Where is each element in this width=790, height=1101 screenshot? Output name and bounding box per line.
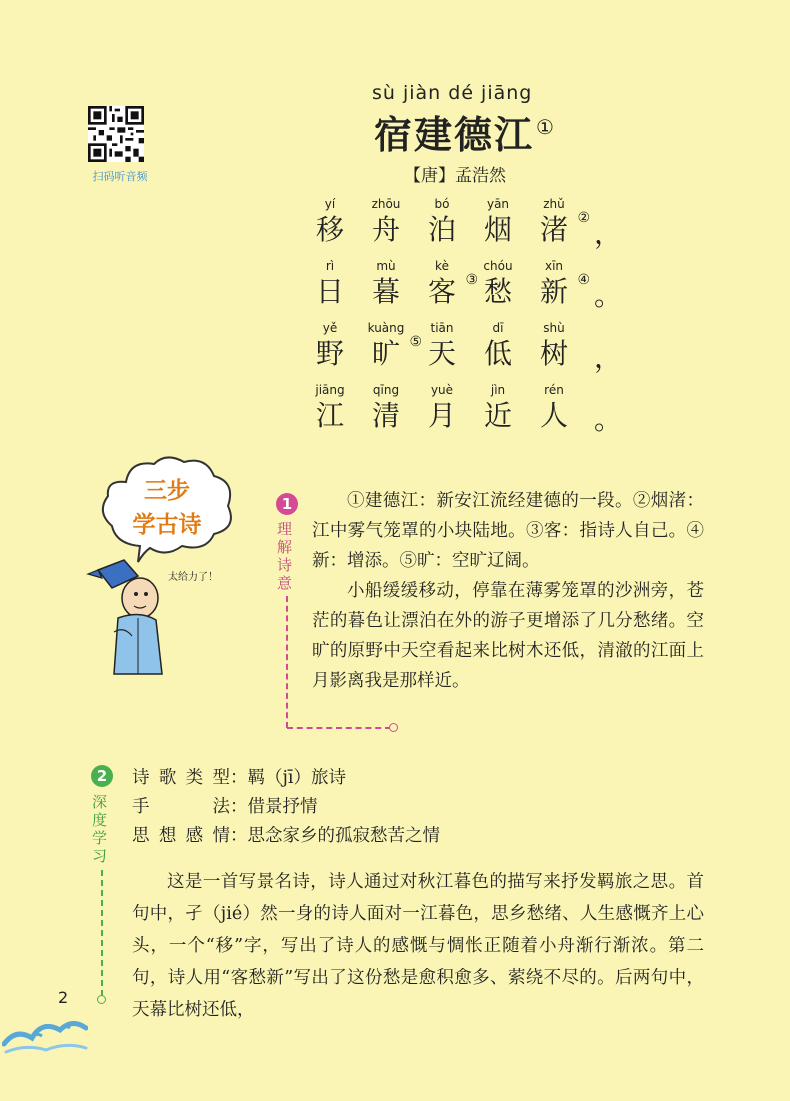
char-pinyin: qīng bbox=[372, 383, 400, 397]
poem-char bbox=[422, 196, 462, 248]
poem-char bbox=[366, 258, 406, 310]
wave-ornament-icon bbox=[2, 1010, 88, 1056]
qr-code-icon[interactable] bbox=[88, 106, 144, 162]
poem-char bbox=[366, 320, 422, 372]
char-pinyin: yān bbox=[486, 197, 510, 211]
poem-author: 【唐】孟浩然 bbox=[404, 166, 506, 186]
char-text: 暮 bbox=[371, 275, 400, 308]
info-row-type: 诗歌类型：羁（jī）旅诗 bbox=[132, 764, 440, 793]
char-text: 客 bbox=[427, 275, 456, 308]
char-text: 树 bbox=[539, 337, 568, 370]
info-key: 思想感情 bbox=[132, 826, 230, 846]
page-number: 2 bbox=[58, 988, 69, 1007]
poem-char bbox=[366, 382, 406, 434]
info-value: 羁（jī）旅诗 bbox=[247, 768, 347, 788]
note-marker: ② bbox=[577, 210, 590, 226]
cloud-line-1: 三步 bbox=[144, 478, 190, 504]
poem-punctuation: 。 bbox=[594, 279, 623, 312]
analysis-paragraph: 这是一首写景名诗，诗人通过对秋江暮色的描写来抒发羁旅之思。首句中，孑（jié）然一身的诗人面对一江暮色，思乡愁绪、人生感慨齐上心头，一个“移”字，写出了诗人的感慨与惆怅正随着小舟渐行渐浓。第二句，诗人用“客愁新”写出了这份愁是愈积愈多、萦绕不尽的。后两句中，天幕比树还低， bbox=[132, 872, 704, 1020]
char-pinyin: zhǔ bbox=[543, 197, 565, 211]
info-key: 手法 bbox=[132, 797, 230, 817]
poem-char bbox=[310, 196, 350, 248]
poem-char bbox=[310, 320, 350, 372]
poem-info bbox=[132, 764, 440, 851]
section-1-content bbox=[312, 486, 704, 696]
char-text: 烟 bbox=[483, 213, 512, 246]
section-1-divider-horizontal bbox=[287, 727, 391, 729]
poem-translation: 小船缓缓移动，停靠在薄雾笼罩的沙洲旁，苍茫的暮色让漂泊在外的游子更增添了几分愁绪。空旷的原野中天空看起来比树木还低，清澈的江面上月影离我是那样近。 bbox=[312, 581, 704, 691]
char-pinyin: kè bbox=[435, 259, 449, 273]
poem-char bbox=[478, 320, 518, 372]
char-text: 月 bbox=[427, 399, 456, 432]
section-2-end-dot bbox=[97, 995, 106, 1004]
info-value: 借景抒情 bbox=[247, 797, 318, 817]
char-pinyin: rì bbox=[325, 259, 335, 273]
title-pinyin: sù jiàn dé jiāng bbox=[372, 82, 533, 104]
char-pinyin: bó bbox=[434, 197, 450, 211]
char-text: 日 bbox=[315, 275, 344, 308]
char-pinyin: rén bbox=[544, 383, 564, 397]
char-pinyin: shù bbox=[543, 321, 565, 335]
char-text: 野 bbox=[315, 337, 344, 370]
char-pinyin: dī bbox=[492, 321, 504, 335]
char-text: 人 bbox=[539, 399, 568, 432]
poem-punctuation: ， bbox=[594, 217, 623, 250]
poem-char bbox=[422, 320, 462, 372]
char-pinyin: kuàng bbox=[367, 321, 405, 335]
char-pinyin: xīn bbox=[544, 259, 564, 273]
poem-title bbox=[374, 104, 556, 159]
title-note-marker: ① bbox=[536, 115, 556, 139]
poem-punctuation: ， bbox=[594, 341, 623, 374]
poem-char bbox=[310, 382, 350, 434]
section-1-label: 理解诗意 bbox=[277, 520, 293, 592]
word-notes: ①建德江：新安江流经建德的一段。②烟渚：江中雾气笼罩的小块陆地。③客：指诗人自己。④新：增添。⑤旷：空旷辽阔。 bbox=[312, 491, 704, 571]
section-1-divider bbox=[286, 596, 289, 728]
scholar-character-icon bbox=[84, 548, 174, 678]
info-value: 思念家乡的孤寂愁苦之情 bbox=[247, 826, 440, 846]
cloud-text bbox=[122, 474, 212, 542]
section-2-label: 深度学习 bbox=[92, 793, 108, 865]
poem-char bbox=[478, 258, 518, 310]
char-pinyin: yí bbox=[324, 197, 336, 211]
char-text: 愁 bbox=[483, 275, 512, 308]
section-2-divider bbox=[101, 870, 104, 996]
char-pinyin: tiān bbox=[430, 321, 454, 335]
info-row-technique: 手法：借景抒情 bbox=[132, 793, 440, 822]
info-key: 诗歌类型 bbox=[132, 768, 230, 788]
char-text: 旷 bbox=[371, 337, 400, 370]
char-pinyin: yuè bbox=[430, 383, 454, 397]
section-2-number: 2 bbox=[91, 765, 113, 787]
poem-char bbox=[422, 382, 462, 434]
char-text: 清 bbox=[371, 399, 400, 432]
poem-char bbox=[534, 382, 574, 434]
char-pinyin: jiāng bbox=[315, 383, 345, 397]
char-text: 舟 bbox=[371, 213, 400, 246]
char-text: 移 bbox=[315, 213, 344, 246]
char-text: 低 bbox=[483, 337, 512, 370]
poem-char bbox=[310, 258, 350, 310]
poem-title-text: 宿建德江 bbox=[374, 112, 535, 157]
char-pinyin: mù bbox=[376, 259, 396, 273]
char-text: 天 bbox=[427, 337, 456, 370]
char-text: 渚 bbox=[539, 213, 568, 246]
poem-char bbox=[478, 382, 518, 434]
info-row-emotion: 思想感情：思念家乡的孤寂愁苦之情 bbox=[132, 822, 440, 851]
poem-char bbox=[366, 196, 406, 248]
char-text: 泊 bbox=[427, 213, 456, 246]
poem-char bbox=[478, 196, 518, 248]
char-pinyin: jìn bbox=[490, 383, 506, 397]
section-1-number: 1 bbox=[276, 493, 298, 515]
qr-label: 扫码听音频 bbox=[92, 170, 148, 183]
mascot-speech: 太给力了！ bbox=[168, 572, 218, 583]
note-marker: ④ bbox=[577, 272, 590, 288]
poem-punctuation: 。 bbox=[594, 403, 623, 436]
poem-char bbox=[422, 258, 478, 310]
cloud-line-2: 学古诗 bbox=[132, 512, 202, 538]
note-marker: ③ bbox=[465, 272, 478, 288]
char-text: 近 bbox=[483, 399, 512, 432]
char-text: 新 bbox=[539, 275, 568, 308]
section-1-end-dot bbox=[389, 723, 398, 732]
char-pinyin: chóu bbox=[483, 259, 513, 273]
char-pinyin: yě bbox=[322, 321, 338, 335]
poem-char bbox=[534, 320, 574, 372]
char-pinyin: zhōu bbox=[371, 197, 401, 211]
poem-analysis bbox=[132, 866, 704, 1026]
char-text: 江 bbox=[315, 399, 344, 432]
poem-char bbox=[534, 258, 590, 310]
poem-char bbox=[534, 196, 590, 248]
note-marker: ⑤ bbox=[409, 334, 422, 350]
